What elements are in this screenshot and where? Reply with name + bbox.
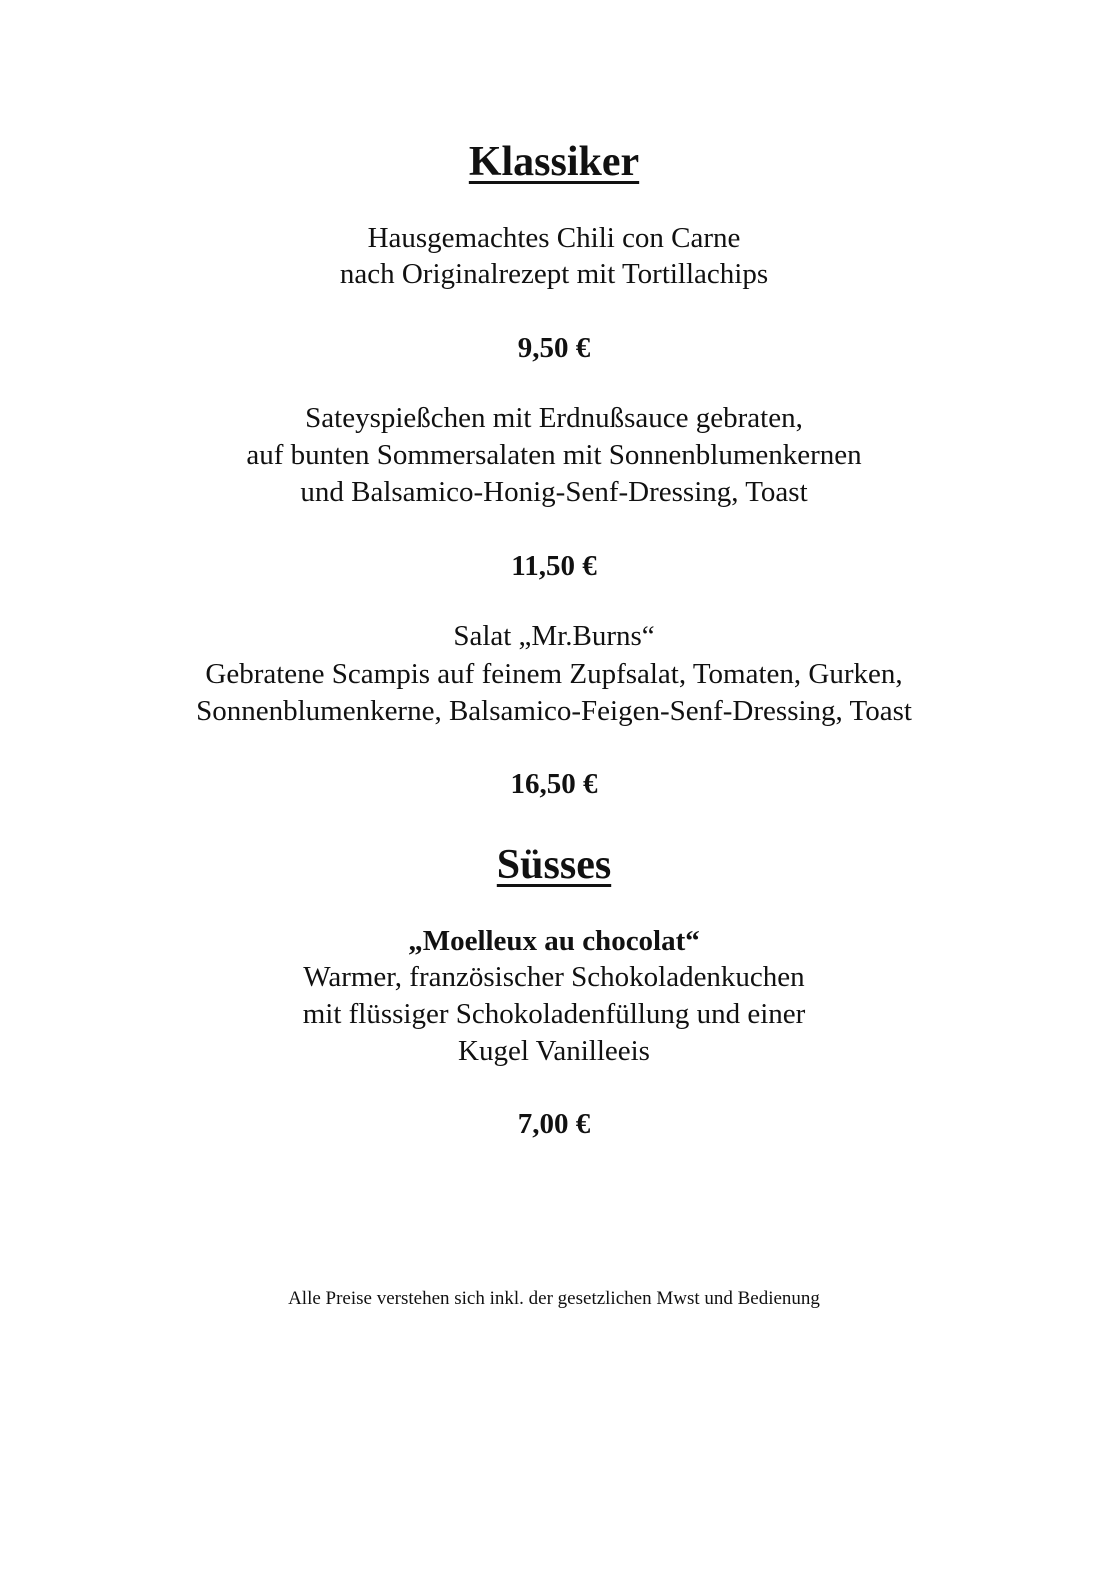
item-description-line: und Balsamico-Honig-Senf-Dressing, Toast xyxy=(300,476,808,508)
item-description-line: Hausgemachtes Chili con Carne xyxy=(367,222,741,254)
item-description-line: Sateyspießchen mit Erdnußsauce gebraten, xyxy=(305,402,803,434)
item-description-line: auf bunten Sommersalaten mit Sonnenblumenkernen xyxy=(246,439,862,471)
section-heading-klassiker: Klassiker xyxy=(468,139,640,185)
item-price: 11,50 € xyxy=(511,550,597,582)
item-price: 9,50 € xyxy=(517,332,591,364)
item-price: 16,50 € xyxy=(510,768,598,800)
item-description-line: mit flüssiger Schokoladenfüllung und einer xyxy=(302,998,806,1030)
item-name: „Moelleux au chocolat“ xyxy=(408,925,700,957)
item-description-line: Salat „Mr.Burns“ xyxy=(453,620,655,652)
item-description-line: nach Originalrezept mit Tortillachips xyxy=(339,258,769,290)
item-description-line: Sonnenblumenkerne, Balsamico-Feigen-Senf-Dressing, Toast xyxy=(196,695,912,727)
item-description-line: Warmer, französischer Schokoladenkuchen xyxy=(303,961,805,993)
item-description-line: Gebratene Scampis auf feinem Zupfsalat, Tomaten, Gurken, xyxy=(205,658,903,690)
item-description-line: Kugel Vanilleeis xyxy=(458,1035,650,1067)
section-heading-suesses: Süsses xyxy=(496,842,612,888)
price-footnote: Alle Preise verstehen sich inkl. der gesetzlichen Mwst und Bedienung xyxy=(288,1288,820,1309)
item-price: 7,00 € xyxy=(517,1108,591,1140)
